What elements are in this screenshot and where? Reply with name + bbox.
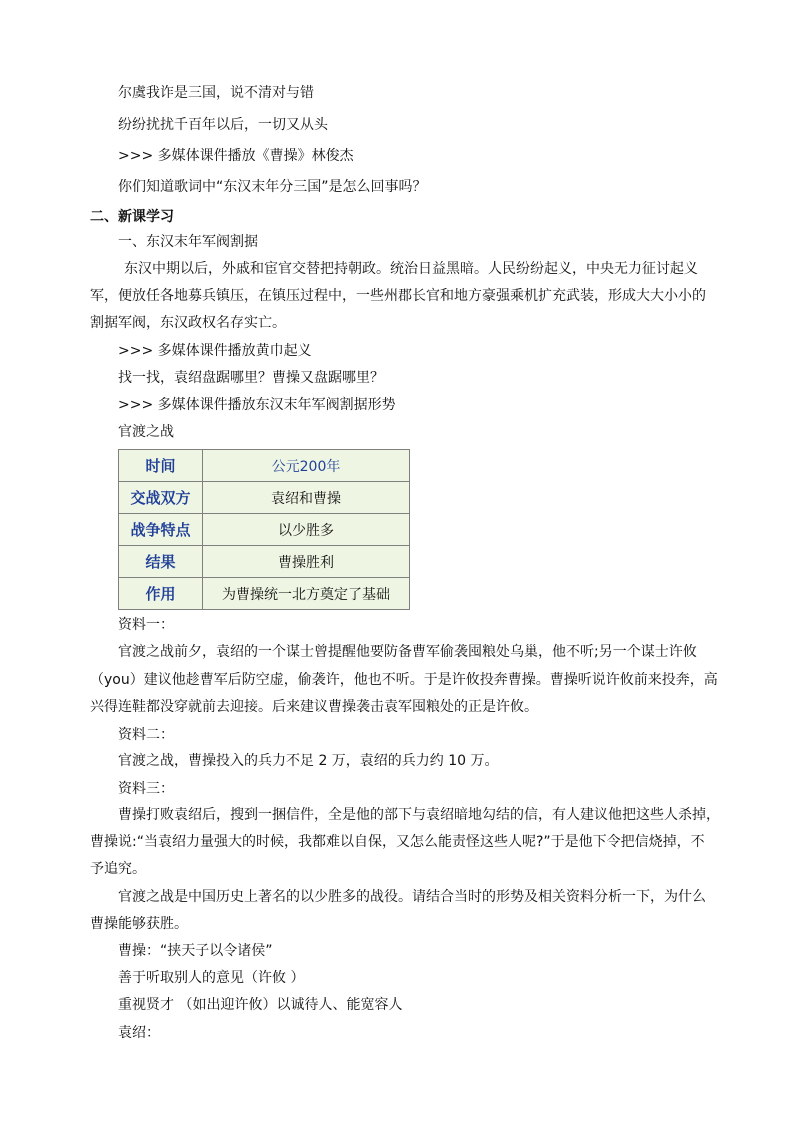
table-value: 袁绍和曹操 [203, 482, 410, 514]
question-find-territory: 找一找，袁绍盘踞哪里？曹操又盘踞哪里？ [118, 370, 384, 386]
material-one-line-2: （you）建议他趁曹军后防空虚，偷袭许，他也不听。于是许攸投奔曹操。曹操听说许攸前来投奔，高 [90, 672, 718, 688]
material-three-line-3: 予追究。 [90, 861, 146, 877]
table-label: 战争特点 [119, 514, 203, 546]
paragraph-warlords-line-1: 东汉中期以后，外戚和宦官交替把持朝政。统治日益黑暗。人民纷纷起义，中央无力征讨起义 [124, 261, 698, 277]
material-one-heading: 资料一： [118, 617, 174, 633]
table-row [119, 450, 410, 482]
section-heading-new-lesson: 二、新课学习 [90, 209, 174, 225]
paragraph-warlords-line-3: 割据军阀，东汉政权名存实亡。 [90, 315, 286, 331]
table-label: 结果 [119, 546, 203, 578]
material-three-heading: 资料三： [118, 781, 174, 797]
multimedia-note-warlord-map: >>> 多媒体课件播放东汉末年军阀割据形势 [118, 397, 396, 413]
question-analysis-line-2: 曹操能够获胜。 [90, 916, 188, 932]
material-three-line-2: 曹操说:“当袁绍力量强大的时候，我都难以自保，又怎么能责怪这些人呢?”于是他下令把信烧掉，不 [90, 834, 705, 850]
material-two-line-1: 官渡之战，曹操投入的兵力不足 2 万，袁绍的兵力约 10 万。 [118, 753, 499, 769]
table-label: 时间 [119, 450, 203, 482]
question-three-kingdoms: 你们知道歌词中“东汉末年分三国”是怎么回事吗？ [118, 179, 427, 195]
subsection-heading-warlords: 一、东汉末年军阀割据 [118, 234, 258, 250]
cao-cao-reason-2: 善于听取别人的意见（许攸 ） [118, 970, 305, 986]
table-label: 交战双方 [119, 482, 203, 514]
table-label: 作用 [119, 578, 203, 610]
yuan-shao-heading: 袁绍： [118, 1025, 160, 1041]
material-three-line-1: 曹操打败袁绍后，搜到一捆信件，全是他的部下与袁绍暗地勾结的信，有人建议他把这些人杀掉， [118, 807, 720, 823]
multimedia-note-yellow-turban: >>> 多媒体课件播放黄巾起义 [118, 343, 312, 359]
multimedia-note-cao-cao: >>> 多媒体课件播放《曹操》林俊杰 [118, 148, 354, 164]
table-row [119, 578, 410, 610]
material-two-heading: 资料二： [118, 727, 174, 743]
material-one-line-1: 官渡之战前夕，袁绍的一个谋士曾提醒他要防备曹军偷袭囤粮处乌巢，他不听;另一个谋士许攸 [118, 644, 697, 660]
table-value: 以少胜多 [203, 514, 410, 546]
lyric-line-2: 纷纷扰扰千百年以后，一切又从头 [118, 117, 328, 133]
question-analysis-line-1: 官渡之战是中国历史上著名的以少胜多的战役。请结合当时的形势及相关资料分析一下，为什么 [118, 889, 706, 905]
cao-cao-reason-1: 曹操：“挟天子以令诸侯” [118, 943, 273, 959]
guandu-battle-table [118, 449, 410, 610]
table-value: 公元200年 [203, 450, 410, 482]
table-value: 曹操胜利 [203, 546, 410, 578]
table-row [119, 546, 410, 578]
lyric-line-1: 尔虞我诈是三国，说不清对与错 [118, 85, 314, 101]
guandu-battle-heading: 官渡之战 [118, 424, 174, 440]
table-value: 为曹操统一北方奠定了基础 [203, 578, 410, 610]
material-one-line-3: 兴得连鞋都没穿就前去迎接。后来建议曹操袭击袁军囤粮处的正是许攸。 [90, 699, 538, 715]
paragraph-warlords-line-2: 军，便放任各地募兵镇压，在镇压过程中，一些州郡长官和地方豪强乘机扩充武装，形成大大小小的 [90, 288, 706, 304]
table-row [119, 482, 410, 514]
cao-cao-reason-3: 重视贤才 （如出迎许攸）以诚待人、能宽容人 [118, 997, 403, 1013]
table-row [119, 514, 410, 546]
